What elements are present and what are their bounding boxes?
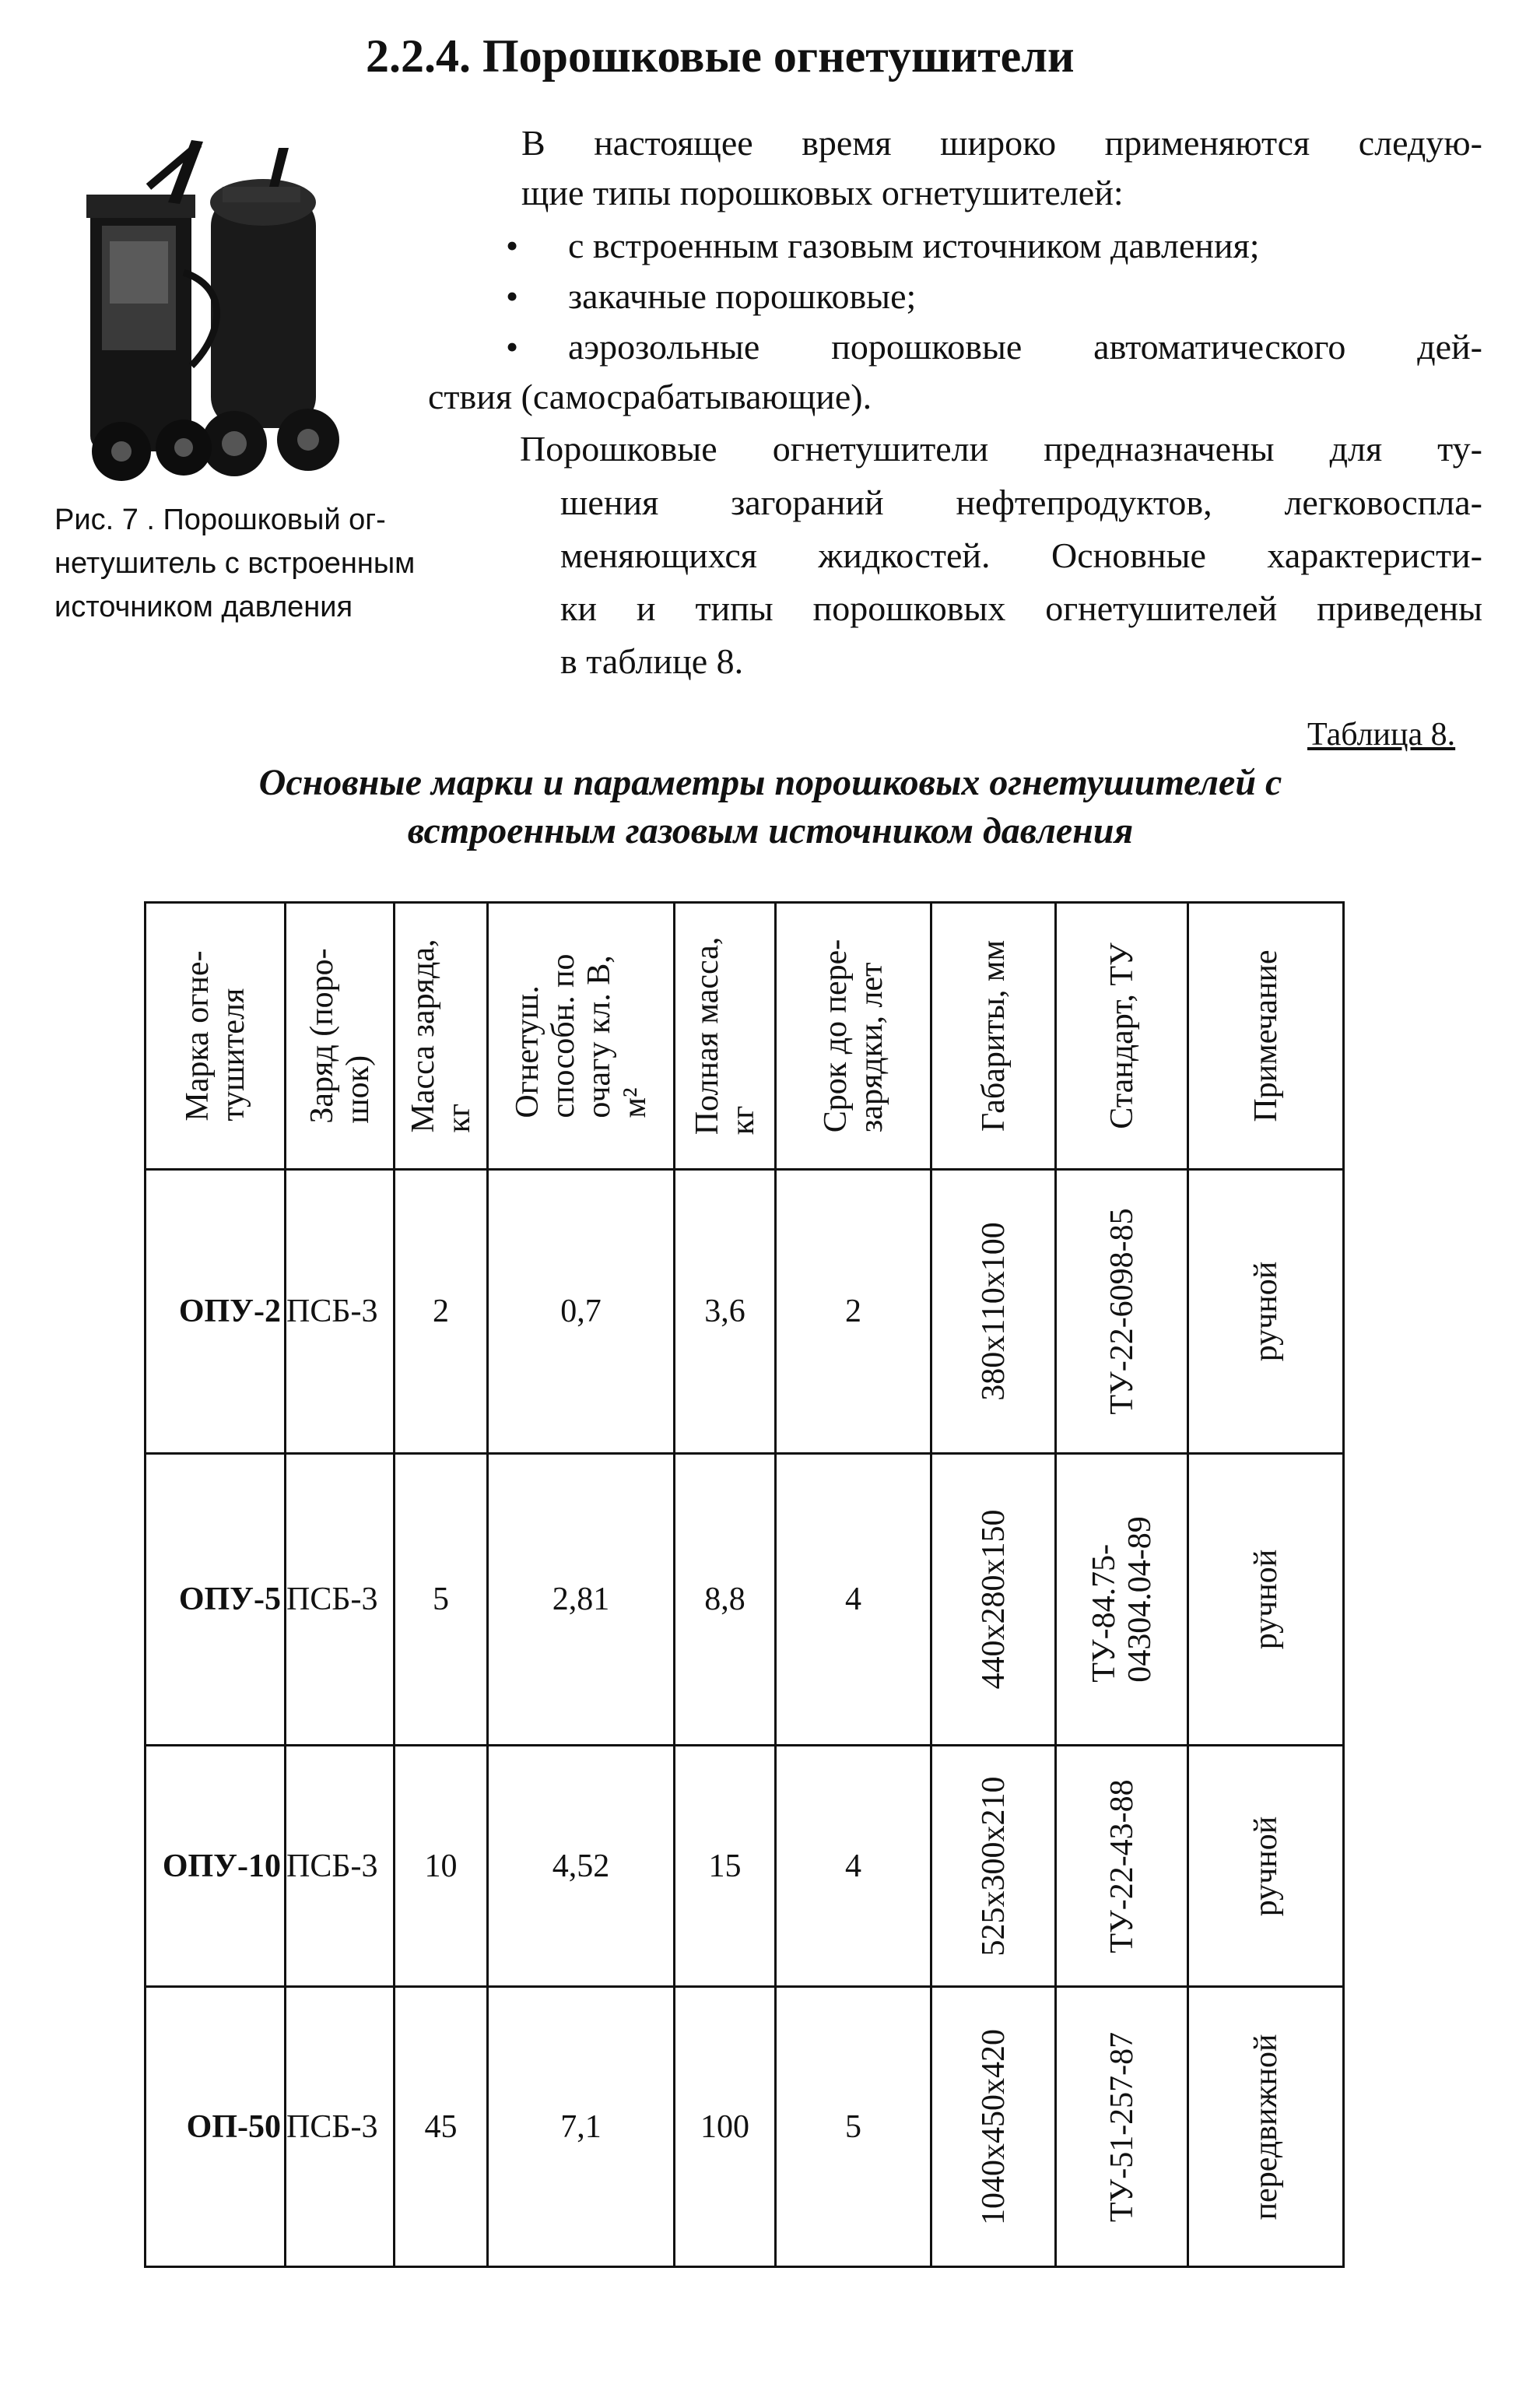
dims-text: 525х300х210	[975, 1776, 1012, 1956]
extinguisher-image	[75, 132, 355, 483]
cell-dims	[931, 1987, 1056, 2267]
intro-line: В настоящее время широко применяются следую-	[521, 123, 1482, 163]
header-line: Заряд (поро-	[303, 948, 340, 1124]
header-line: Примечание	[1247, 950, 1284, 1122]
note-text: ручной	[1247, 1816, 1284, 1916]
bullet-dot-icon: •	[506, 327, 519, 367]
table-label: Таблица 8.	[1307, 717, 1456, 753]
caption-line: источником давления	[54, 591, 353, 623]
header-charge-mass	[395, 903, 488, 1170]
dims-text: 1040х450х420	[975, 2028, 1012, 2225]
cell-note	[1188, 1170, 1344, 1454]
header-capacity	[488, 903, 675, 1170]
note-text: передвижной	[1247, 2034, 1284, 2220]
cell-capacity: 2,81	[488, 1454, 675, 1746]
cell-dims	[931, 1454, 1056, 1746]
bullet-text: закачные порошковые;	[568, 276, 917, 316]
standard-line: 04304.04-89	[1121, 1516, 1158, 1683]
cell-standard	[1056, 1454, 1188, 1746]
header-line: очагу кл. В,	[581, 955, 617, 1118]
cell-brand: ОПУ-2	[146, 1170, 286, 1454]
cell-charge-mass: 2	[395, 1170, 488, 1454]
header-line: Габариты, мм	[975, 939, 1012, 1132]
cell-full-mass: 3,6	[675, 1170, 776, 1454]
cell-standard	[1056, 1746, 1188, 1987]
intro-paragraph	[428, 118, 1482, 218]
standard-line: ТУ-51-257-87	[1103, 2031, 1140, 2222]
cell-recharge: 5	[776, 1987, 931, 2267]
purpose-line: шения загораний нефтепродуктов, легковоспла-	[560, 483, 1482, 522]
extinguisher-figure	[75, 132, 355, 483]
cell-recharge: 4	[776, 1746, 931, 1987]
extinguisher-table	[144, 901, 1345, 2268]
header-line: Огнетуш.	[509, 985, 545, 1118]
bullet-dot-icon: •	[506, 226, 519, 265]
cell-recharge: 4	[776, 1454, 931, 1746]
table-row	[146, 1454, 1344, 1746]
cell-charge: ПСБ-3	[286, 1454, 395, 1746]
purpose-first-line: Порошковые огнетушители предназначены для ту-	[520, 429, 1482, 469]
bullet-text: аэрозольные порошковые автоматического дей-	[568, 327, 1482, 367]
cell-charge: ПСБ-3	[286, 1746, 395, 1987]
cell-dims	[931, 1170, 1056, 1454]
header-line: Марка огне-	[179, 950, 216, 1122]
dims-text: 440х280х150	[975, 1509, 1012, 1690]
header-full-mass	[675, 903, 776, 1170]
cell-brand: ОПУ-5	[146, 1454, 286, 1746]
header-line: шок)	[339, 1055, 376, 1124]
table-title	[140, 759, 1401, 855]
cell-note	[1188, 1746, 1344, 1987]
section-title: 2.2.4. Порошковые огнетушители	[366, 30, 1075, 82]
header-line: Полная масса,	[689, 936, 725, 1136]
header-standard	[1056, 903, 1188, 1170]
cell-capacity: 7,1	[488, 1987, 675, 2267]
header-line: кг	[724, 1105, 761, 1136]
table-title-line: встроенным газовым источником давления	[407, 810, 1134, 851]
standard-line: ТУ-84.75-	[1086, 1543, 1122, 1683]
cell-charge-mass: 5	[395, 1454, 488, 1746]
cell-capacity: 0,7	[488, 1170, 675, 1454]
header-line: Стандарт, ТУ	[1103, 943, 1140, 1129]
intro-line: щие типы порошковых огнетушителей:	[521, 173, 1124, 212]
header-brand	[146, 903, 286, 1170]
dims-text: 380х110х100	[975, 1222, 1012, 1401]
purpose-line: меняющихся жидкостей. Основные характеристи-	[560, 535, 1482, 575]
header-charge	[286, 903, 395, 1170]
cell-brand: ОП-50	[146, 1987, 286, 2267]
cell-standard	[1056, 1987, 1188, 2267]
table-row	[146, 1746, 1344, 1987]
header-line: кг	[440, 1103, 477, 1133]
cell-full-mass: 100	[675, 1987, 776, 2267]
cell-standard	[1056, 1170, 1188, 1454]
header-recharge	[776, 903, 931, 1170]
purpose-line: ки и типы порошковых огнетушителей приведены	[560, 588, 1482, 628]
header-note	[1188, 903, 1344, 1170]
cell-charge: ПСБ-3	[286, 1987, 395, 2267]
standard-line: ТУ-22-43-88	[1103, 1778, 1140, 1953]
figure-caption	[54, 498, 490, 629]
cell-charge: ПСБ-3	[286, 1170, 395, 1454]
cell-capacity: 4,52	[488, 1746, 675, 1987]
caption-line: нетушитель с встроенным	[54, 547, 416, 580]
cell-note	[1188, 1987, 1344, 2267]
header-line: Срок до пере-	[817, 939, 854, 1133]
cell-charge-mass: 45	[395, 1987, 488, 2267]
table-row	[146, 1987, 1344, 2267]
bullet-text: с встроенным газовым источником давления;	[568, 226, 1260, 265]
cell-note	[1188, 1454, 1344, 1746]
purpose-paragraph	[560, 476, 1482, 688]
header-line: зарядки, лет	[853, 962, 889, 1133]
bullet-continuation: ствия (самосрабатывающие).	[428, 377, 872, 416]
table-title-line: Основные марки и параметры порошковых огнетушителей с	[258, 762, 1282, 803]
cell-recharge: 2	[776, 1170, 931, 1454]
cell-dims	[931, 1746, 1056, 1987]
cell-full-mass: 15	[675, 1746, 776, 1987]
cell-full-mass: 8,8	[675, 1454, 776, 1746]
standard-line: ТУ-22-6098-85	[1103, 1208, 1140, 1415]
purpose-line: в таблице 8.	[560, 641, 744, 681]
caption-line: Рис. 7 . Порошковый ог-	[54, 504, 386, 536]
note-text: ручной	[1247, 1549, 1284, 1650]
table-header-row	[146, 903, 1344, 1170]
header-line: способн. по	[545, 953, 581, 1118]
header-dims	[931, 903, 1056, 1170]
header-line: тушителя	[215, 988, 251, 1122]
cell-charge-mass: 10	[395, 1746, 488, 1987]
cell-brand: ОПУ-10	[146, 1746, 286, 1987]
table-row	[146, 1170, 1344, 1454]
header-line: Масса заряда,	[405, 939, 441, 1133]
note-text: ручной	[1247, 1261, 1284, 1362]
header-line: м²	[616, 1087, 653, 1118]
bullet-dot-icon: •	[506, 276, 519, 316]
